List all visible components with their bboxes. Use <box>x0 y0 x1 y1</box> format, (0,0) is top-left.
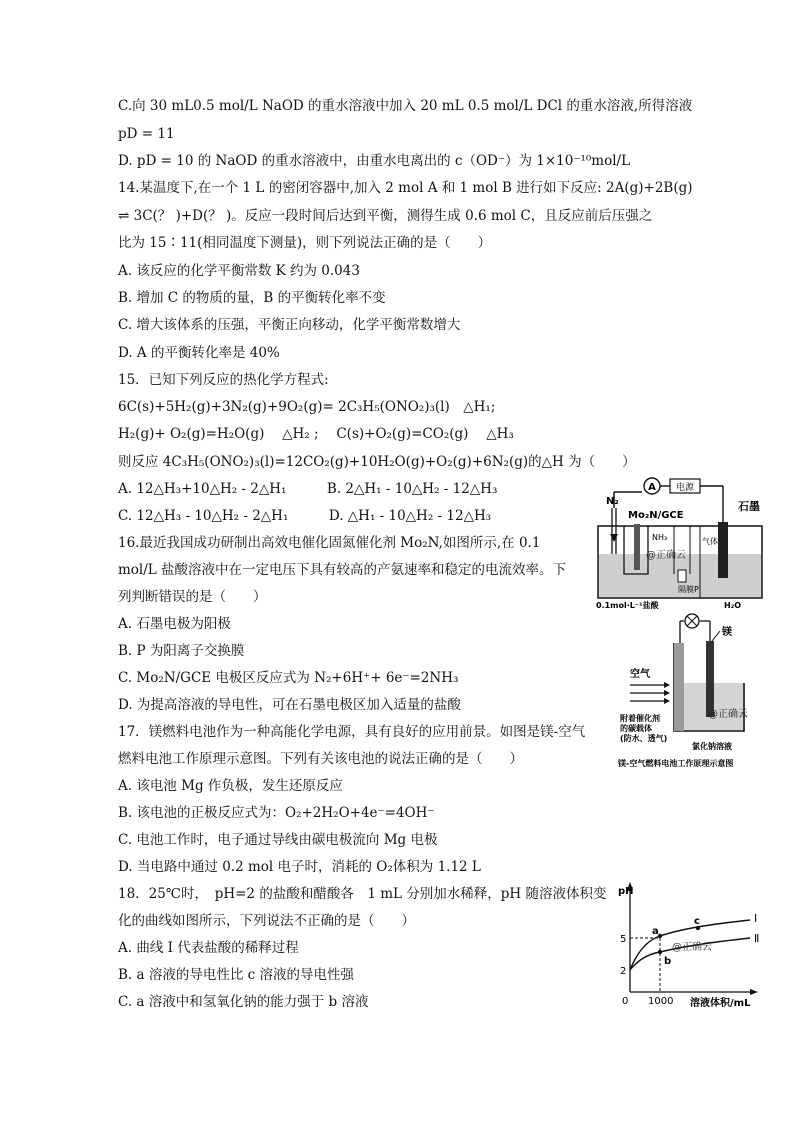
q16-stem-line2: mol/L 盐酸溶液中在一定电压下具有较高的产氨速率和稳定的电流效率。下 <box>118 562 567 578</box>
q14-stem-line2: ⇌ 3C(？ )+D(？ )。反应一段时间后达到平衡，测得生成 0.6 mol C，且反应前后压强之 <box>118 208 653 224</box>
q15-options-cd: C. 12△H₃ - 10△H₂ - 2△H₁ D. △H₁ - 10△H₂ - 12△H₃ <box>118 508 492 524</box>
q15-equation-2: H₂(g)+ O₂(g)=H₂O(g) △H₂ ; C(s)+O₂(g)=CO₂(g) △H₃ <box>118 426 514 442</box>
air-label: 空气 <box>630 669 650 680</box>
fig18-ph-dilution-graph <box>614 880 764 1010</box>
q16-option-c: C. Mo₂N/GCE 电极区反应式为 N₂+6H⁺+ 6e⁻=2NH₃ <box>118 670 459 686</box>
q18-option-b: B. a 溶液的导电性比 c 溶液的导电性强 <box>118 967 354 983</box>
q14-option-b: B. 增加 C 的物质的量，B 的平衡转化率不变 <box>118 290 386 306</box>
q18-stem-line1: 18．25℃时， pH=2 的盐酸和醋酸各 1 mL 分别加水稀释，pH 随溶液体积变 <box>118 886 607 902</box>
q17-stem-line1: 17．镁燃料电池作为一种高能化学电源，具有良好的应用前景。如图是镁-空气 <box>118 724 586 740</box>
tick-x-1000: 1000 <box>648 996 674 1007</box>
q16-option-a: A. 石墨电极为阳极 <box>118 616 231 632</box>
gas-label: 气体 <box>702 537 718 546</box>
cathode-label-2: 的碳载体 <box>620 724 652 733</box>
tick-y-5: 5 <box>620 934 627 945</box>
mg-anode <box>706 641 714 717</box>
q16-stem-line3: 列判断错误的是（ ） <box>118 589 267 605</box>
watermark: @正确云 <box>708 709 748 720</box>
cathode-label-3: (防水、透气) <box>620 734 668 743</box>
q14-option-a: A. 该反应的化学平衡常数 K 约为 0.043 <box>118 263 360 279</box>
q13-option-c-line2: pD = 11 <box>118 126 175 142</box>
q14-option-d: D. A 的平衡转化率是 40% <box>118 345 280 361</box>
hcl-label: 0.1mol·L⁻¹盐酸 <box>596 601 659 610</box>
graphite-electrode <box>718 522 728 578</box>
n2-label: N₂ <box>606 496 619 507</box>
label-curve-i: Ⅰ <box>754 912 758 925</box>
q14-stem-line3: 比为 15∶11(相同温度下测量)，则下列说法正确的是（ ） <box>118 235 492 251</box>
q17-option-c: C. 电池工作时，电子通过导线由碳电极流向 Mg 电极 <box>118 832 438 848</box>
y-axis-label: pH <box>618 886 634 897</box>
x-axis-label: 溶液体积/mL <box>690 998 751 1009</box>
point-b <box>658 950 662 954</box>
q15-question: 则反应 4C₃H₅(ONO₂)₃(l)=12CO₂(g)+10H₂O(g)+O₂(g)+6N₂(g)的△H 为（ ） <box>118 454 636 470</box>
q15-equation-1: 6C(s)+5H₂(g)+3N₂(g)+9O₂(g)= 2C₃H₅(ONO₂)₃(l) △H₁; <box>118 399 496 415</box>
water-label: H₂O <box>724 601 741 610</box>
carbon-cathode <box>674 643 684 731</box>
tick-origin: 0 <box>622 996 629 1007</box>
q15-stem: 15．已知下列反应的热化学方程式: <box>118 372 329 388</box>
label-curve-ii: Ⅱ <box>754 932 760 945</box>
q16-option-b: B. P 为阳离子交换膜 <box>118 643 245 659</box>
fig17-mg-air-cell <box>614 613 774 773</box>
q15-options-ab: A. 12△H₃+10△H₂ - 2△H₁ B. 2△H₁ - 10△H₂ - 12△H₃ <box>118 481 498 497</box>
electrolyte-label: 氯化钠溶液 <box>692 742 732 751</box>
label-a: a <box>652 926 659 937</box>
q17-option-b: B. 该电池的正极反应式为：O₂+2H₂O+4e⁻=4OH⁻ <box>118 805 435 821</box>
fig17-caption: 镁-空气燃料电池工作原理示意图 <box>618 759 734 768</box>
q17-stem-line2: 燃料电池工作原理示意图。下列有关该电池的说法正确的是（ ） <box>118 751 523 767</box>
membrane-label: 隔膜P <box>678 585 699 594</box>
graphite-label: 石墨 <box>738 500 760 513</box>
q17-option-d: D. 当电路中通过 0.2 mol 电子时，消耗的 O₂体积为 1.12 L <box>118 859 481 875</box>
q17-option-a: A. 该电池 Mg 作负极，发生还原反应 <box>118 778 343 794</box>
tick-y-2: 2 <box>620 966 627 977</box>
power-label: 电源 <box>675 483 695 493</box>
q18-option-a: A. 曲线 I 代表盐酸的稀释过程 <box>118 940 299 956</box>
q18-option-c: C. a 溶液中和氢氧化钠的能力强于 b 溶液 <box>118 994 369 1010</box>
electrode-label: Mo₂N/GCE <box>628 510 684 521</box>
q13-option-d: D. pD = 10 的 NaOD 的重水溶液中，由重水电离出的 c（OD⁻）为 1×10⁻¹⁰mol/L <box>118 153 631 169</box>
watermark: @正确云 <box>672 942 712 953</box>
q16-stem-line1: 16.最近我国成功研制出高效电催化固氮催化剂 Mo₂N,如图所示,在 0.1 <box>118 535 541 551</box>
q14-stem-line1: 14.某温度下,在一个 1 L 的密闭容器中,加入 2 mol A 和 1 mol B 进行如下反应: 2A(g)+2B(g) <box>118 180 693 196</box>
fig16-electrolysis-cell <box>590 474 770 614</box>
mo2n-electrode <box>634 524 640 570</box>
q13-option-c-line1: C.向 30 mL0.5 mol/L NaOD 的重水溶液中加入 20 mL 0.5 mol/L DCl 的重水溶液,所得溶液 <box>118 98 693 114</box>
nh3-label: NH₃ <box>652 533 668 542</box>
mg-label: 镁 <box>722 627 732 638</box>
label-b: b <box>664 956 672 967</box>
q16-option-d: D. 为提高溶液的导电性，可在石墨电极区加入适量的盐酸 <box>118 697 461 713</box>
ammeter-label: A <box>648 482 656 493</box>
label-c: c <box>694 916 700 927</box>
watermark: @正确云 <box>646 550 686 561</box>
q18-stem-line2: 化的曲线如图所示，下列说法不正确的是（ ） <box>118 913 415 929</box>
cathode-label-1: 附着催化剂 <box>620 714 660 723</box>
q14-option-c: C. 增大该体系的压强，平衡正向移动，化学平衡常数增大 <box>118 317 461 333</box>
